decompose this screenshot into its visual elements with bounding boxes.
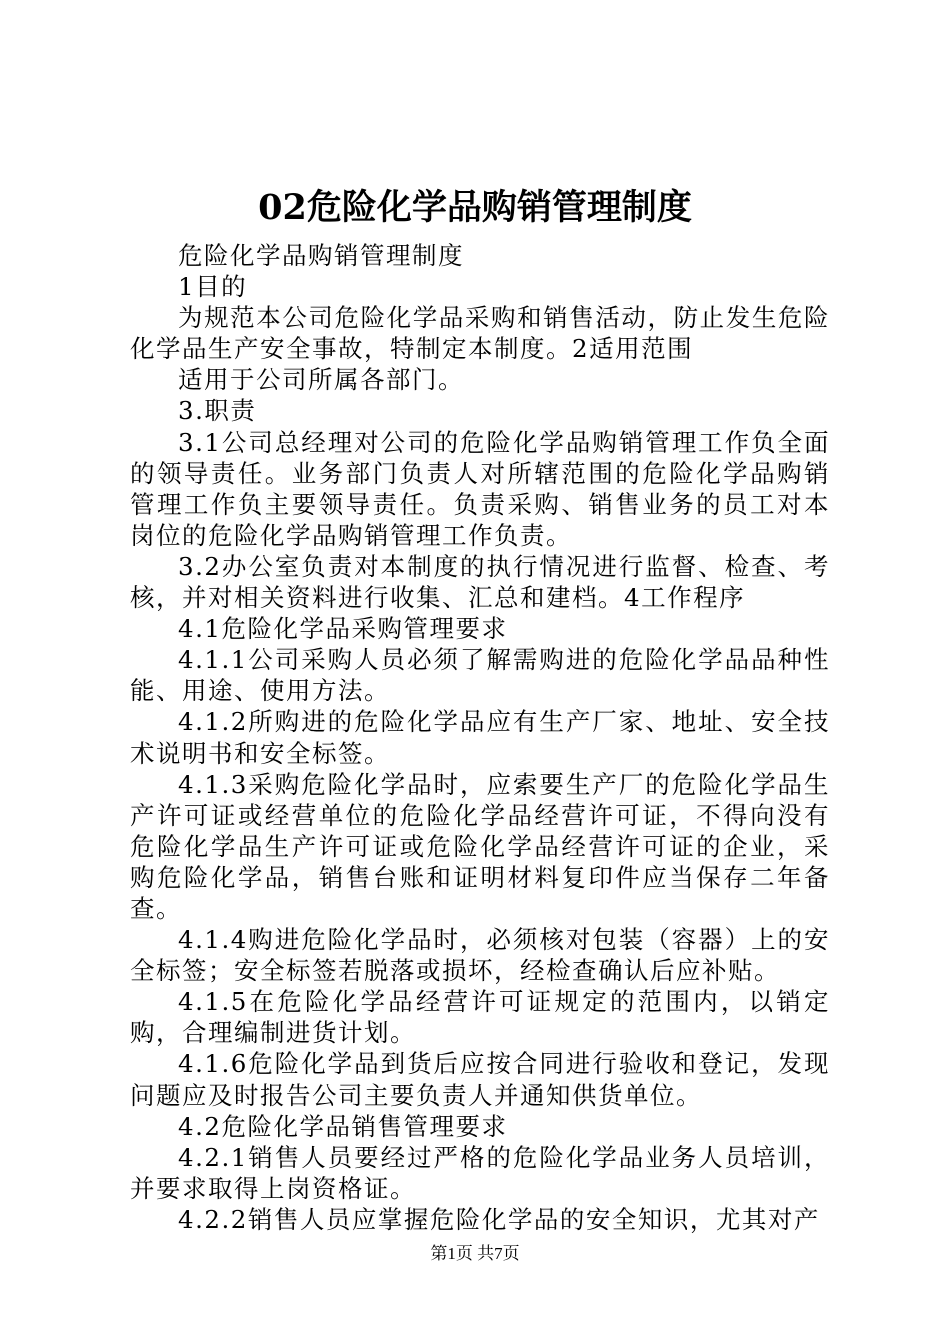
paragraph: 4.2.1销售人员要经过严格的危险化学品业务人员培训，并要求取得上岗资格证。	[130, 1142, 830, 1203]
paragraph: 3.职责	[178, 396, 257, 426]
paragraph: 4.1.3采购危险化学品时，应索要生产厂的危险化学品生产许可证或经营单位的危险化学品经营许可证，不得向没有危险化学品生产许可证或危险化学品经营许可证的企业，采购危险化学品，销售台账和证明材料复印件应当保存二年备查。	[130, 769, 830, 923]
paragraph: 适用于公司所属各部门。	[178, 365, 464, 395]
paragraph: 3.2办公室负责对本制度的执行情况进行监督、检查、考核，并对相关资料进行收集、汇总和建档。4工作程序	[130, 551, 830, 613]
paragraph: 4.1.1公司采购人员必须了解需购进的危险化学品品种性能、用途、使用方法。	[130, 645, 830, 706]
paragraph: 4.1.6危险化学品到货后应按合同进行验收和登记，发现问题应及时报告公司主要负责人并通知供货单位。	[130, 1049, 830, 1110]
paragraph: 4.1.5在危险化学品经营许可证规定的范围内，以销定购，合理编制进货计划。	[130, 987, 830, 1048]
page-footer: 第1页 共7页	[430, 1244, 520, 1263]
document-title: 02危险化学品购销管理制度	[258, 187, 692, 228]
paragraph: 3.1公司总经理对公司的危险化学品购销管理工作负全面的领导责任。业务部门负责人对所辖范围的危险化学品购销管理工作负主要领导责任。负责采购、销售业务的员工对本岗位的危险化学品购销管理工作负责。	[130, 427, 830, 550]
paragraph: 4.2.2销售人员应掌握危险化学品的安全知识，尤其对产	[178, 1204, 820, 1234]
paragraph: 4.1危险化学品采购管理要求	[178, 614, 508, 644]
paragraph: 1目的	[178, 272, 248, 302]
paragraph: 4.2危险化学品销售管理要求	[178, 1111, 508, 1141]
paragraph: 危险化学品购销管理制度	[178, 241, 464, 270]
paragraph: 4.1.4购进危险化学品时，必须核对包装（容器）上的安全标签；安全标签若脱落或损坏，经检查确认后应补贴。	[130, 925, 830, 986]
paragraph: 为规范本公司危险化学品采购和销售活动，防止发生危险化学品生产安全事故，特制定本制度。2适用范围	[130, 303, 830, 364]
paragraph: 4.1.2所购进的危险化学品应有生产厂家、地址、安全技术说明书和安全标签。	[130, 707, 830, 768]
document-body	[130, 240, 830, 1235]
